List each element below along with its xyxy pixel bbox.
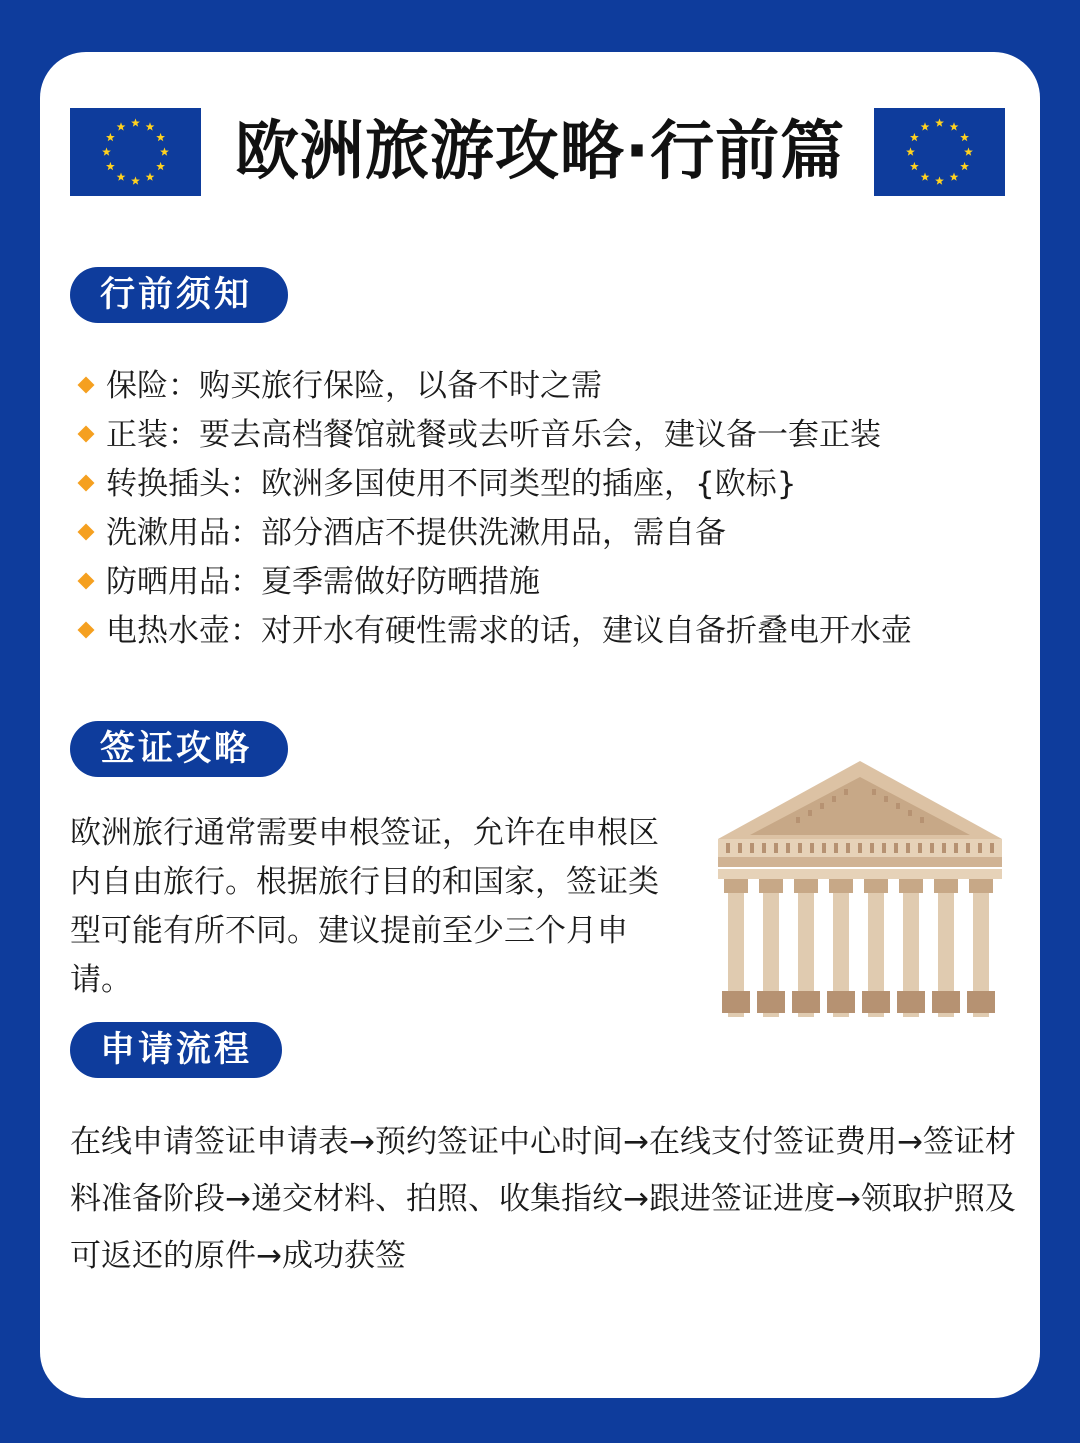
diamond-bullet-icon (78, 425, 95, 442)
diamond-bullet-icon (78, 523, 95, 540)
list-item (76, 362, 1016, 411)
list-item-text: 防晒用品：夏季需做好防晒措施 (106, 564, 540, 600)
process-paragraph: 在线申请签证申请表→预约签证中心时间→在线支付签证费用→签证材料准备阶段→递交材料、拍照、收集指纹→跟进签证进度→领取护照及可返还的原件→成功获签 (70, 1124, 1016, 1274)
section-heading-process: 申请流程 (70, 1022, 282, 1078)
list-item-text: 洗漱用品：部分酒店不提供洗漱用品，需自备 (106, 515, 726, 551)
list-item-text: 正装：要去高档餐馆就餐或去听音乐会，建议备一套正装 (106, 417, 881, 453)
diamond-bullet-icon (78, 474, 95, 491)
diamond-bullet-icon (78, 572, 95, 589)
list-item-text: 电热水壶：对开水有硬性需求的话，建议自备折叠电开水壶 (106, 613, 912, 649)
pantheon-temple-icon (712, 757, 1008, 1017)
list-item-text: 转换插头：欧洲多国使用不同类型的插座，{欧标} (106, 466, 797, 502)
list-item (76, 607, 1016, 656)
list-item-text: 保险：购买旅行保险，以备不时之需 (106, 368, 602, 404)
list-item (76, 411, 1016, 460)
visa-paragraph: 欧洲旅行通常需要申根签证，允许在申根区内自由旅行。根据旅行目的和国家，签证类型可能有所不同。建议提前至少三个月申请。 (70, 815, 659, 998)
list-item (76, 558, 1016, 607)
list-item (76, 509, 1016, 558)
section-heading-visa: 签证攻略 (70, 721, 288, 777)
content-card (40, 52, 1040, 1398)
eu-flag-icon (874, 108, 1005, 196)
page-title: 欧洲旅游攻略·行前篇 (234, 115, 846, 189)
list-item (76, 460, 1016, 509)
section-heading-prep: 行前须知 (70, 267, 288, 323)
eu-flag-icon (70, 108, 201, 196)
diamond-bullet-icon (78, 621, 95, 638)
diamond-bullet-icon (78, 376, 95, 393)
prep-list (76, 362, 1016, 656)
